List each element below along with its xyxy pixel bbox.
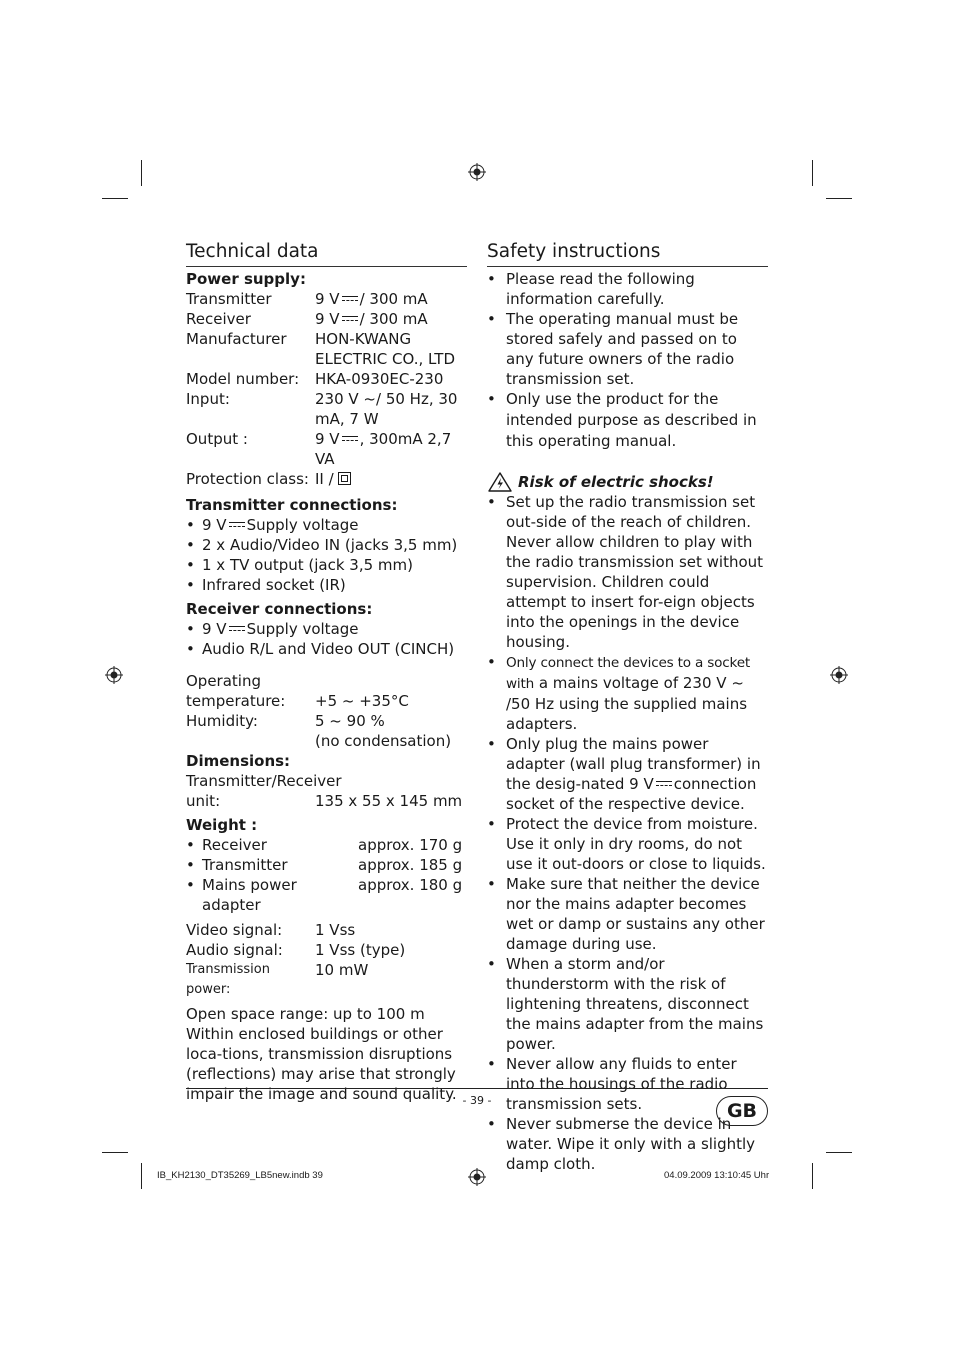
dc-symbol-icon — [342, 296, 358, 302]
dc-symbol-icon — [229, 626, 245, 632]
safety-instructions-column — [487, 240, 768, 1174]
crop-mark — [812, 1163, 813, 1189]
dc-symbol-icon — [342, 316, 358, 322]
list-item: • Only connect the devices to a socket with a mains voltage of 230 V ~ /50 Hz using the supplied mains adapters. — [487, 653, 751, 733]
list-item: • 1 x TV output (jack 3,5 mm) — [186, 556, 414, 574]
spec-row-power: Transmission power: 10 mW — [186, 961, 369, 997]
spec-row-manufacturer: Manufacturer HON-KWANG ELECTRIC CO., LTD — [186, 330, 456, 368]
dc-symbol-icon — [656, 781, 672, 787]
file-slug: IB_KH2130_DT35269_LB5new.indb 39 — [157, 1170, 323, 1181]
list-item: • Audio R/L and Video OUT (CINCH) — [186, 640, 455, 658]
power-supply-heading: Power supply: — [186, 270, 306, 288]
spec-row-receiver: Receiver 9 V / 300 mA — [186, 310, 428, 328]
list-item: • Receiver approx. 170 g — [186, 836, 463, 854]
page-number: - 39 - — [462, 1094, 492, 1107]
dimensions-label: Transmitter/Receiver — [186, 772, 342, 790]
list-item: • Make sure that neither the device nor the mains adapter becomes wet or damp or sustains any other damage during use. — [487, 875, 765, 953]
registration-mark-icon — [468, 1168, 486, 1186]
safety-instructions-heading: Safety instructions — [487, 240, 768, 267]
operating-label: Operating — [186, 672, 261, 690]
protection-class-icon — [338, 472, 351, 485]
list-item: • Please read the following information carefully. — [487, 270, 695, 308]
dc-symbol-icon — [342, 436, 358, 442]
crop-mark — [812, 160, 813, 186]
spec-row-humidity: Humidity: 5 ~ 90 % (no condensation) — [186, 712, 452, 750]
dc-symbol-icon — [229, 522, 245, 528]
spec-row-output: Output : 9 V , 300mA 2,7 VA — [186, 430, 452, 468]
crop-mark — [826, 198, 852, 199]
warning-heading: Risk of electric shocks! — [487, 472, 768, 492]
range-line: Open space range: up to 100 m — [186, 1005, 425, 1023]
technical-data-column — [186, 240, 467, 1104]
crop-mark — [102, 1152, 128, 1153]
crop-mark — [141, 1163, 142, 1189]
footer-rule — [186, 1088, 768, 1089]
registration-mark-icon — [105, 666, 123, 684]
list-item: • Only use the product for the intended purpose as described in this operating manual. — [487, 390, 757, 450]
spec-row-protection: Protection class: II / — [186, 469, 467, 489]
print-date: 04.09.2009 13:10:45 Uhr — [664, 1170, 770, 1181]
list-item: • Never submerse the device in water. Wipe it only with a slightly damp cloth. — [487, 1115, 756, 1173]
spec-row-dimensions: unit: 135 x 55 x 145 mm — [186, 792, 463, 810]
list-item: • 9 V Supply voltage — [186, 620, 359, 638]
spec-row-model: Model number: HKA-0930EC-230 — [186, 370, 444, 388]
spec-row-audio: Audio signal: 1 Vss (type) — [186, 941, 406, 959]
spec-row-temperature: temperature: +5 ~ +35°C — [186, 692, 409, 710]
crop-mark — [141, 160, 142, 186]
spec-row-video: Video signal: 1 Vss — [186, 921, 356, 939]
list-item: • 9 V Supply voltage — [186, 516, 359, 534]
crop-mark — [826, 1152, 852, 1153]
list-item: • 2 x Audio/Video IN (jacks 3,5 mm) — [186, 536, 458, 554]
receiver-connections-heading: Receiver connections: — [186, 600, 373, 618]
list-item: • Never allow any fluids to enter into the housings of the radio transmission sets. — [487, 1055, 737, 1113]
dimensions-heading: Dimensions: — [186, 752, 291, 770]
registration-mark-icon — [468, 163, 486, 181]
list-item: • When a storm and/or thunderstorm with the risk of lightening threatens, disconnect the mains adapter from the mains power. — [487, 955, 764, 1053]
list-item: • Transmitter approx. 185 g — [186, 856, 463, 874]
language-badge: GB — [716, 1096, 768, 1126]
registration-mark-icon — [830, 666, 848, 684]
list-item: • Infrared socket (IR) — [186, 576, 346, 594]
technical-data-heading: Technical data — [186, 240, 467, 267]
list-item: • Mains power adapter approx. 180 g — [186, 876, 463, 914]
range-note: Within enclosed buildings or other loca-tions, transmission disruptions (reflections) may arise that strongly impair the image and sound quality. — [186, 1025, 457, 1103]
list-item: • The operating manual must be stored safely and passed on to any future owners of the radio transmission set. — [487, 310, 739, 388]
spec-row-transmitter: Transmitter 9 V / 300 mA — [186, 290, 428, 308]
list-item: • Protect the device from moisture. Use it only in dry rooms, do not use it out-doors or close to liquids. — [487, 815, 766, 873]
transmitter-connections-heading: Transmitter connections: — [186, 496, 398, 514]
list-item: • Set up the radio transmission set out-side of the reach of children. Never allow children to play with the radio transmission set without supervision. Children could attempt to insert for-eign objects into the openings in the device housing. — [487, 493, 764, 651]
list-item: • Only plug the mains power adapter (wall plug transformer) in the desig-nated 9 V connection socket of the respective device. — [487, 735, 761, 813]
crop-mark — [102, 198, 128, 199]
warning-triangle-icon — [488, 472, 512, 492]
weight-heading: Weight : — [186, 816, 258, 834]
spec-row-input: Input: 230 V ~/ 50 Hz, 30 mA, 7 W — [186, 390, 458, 428]
